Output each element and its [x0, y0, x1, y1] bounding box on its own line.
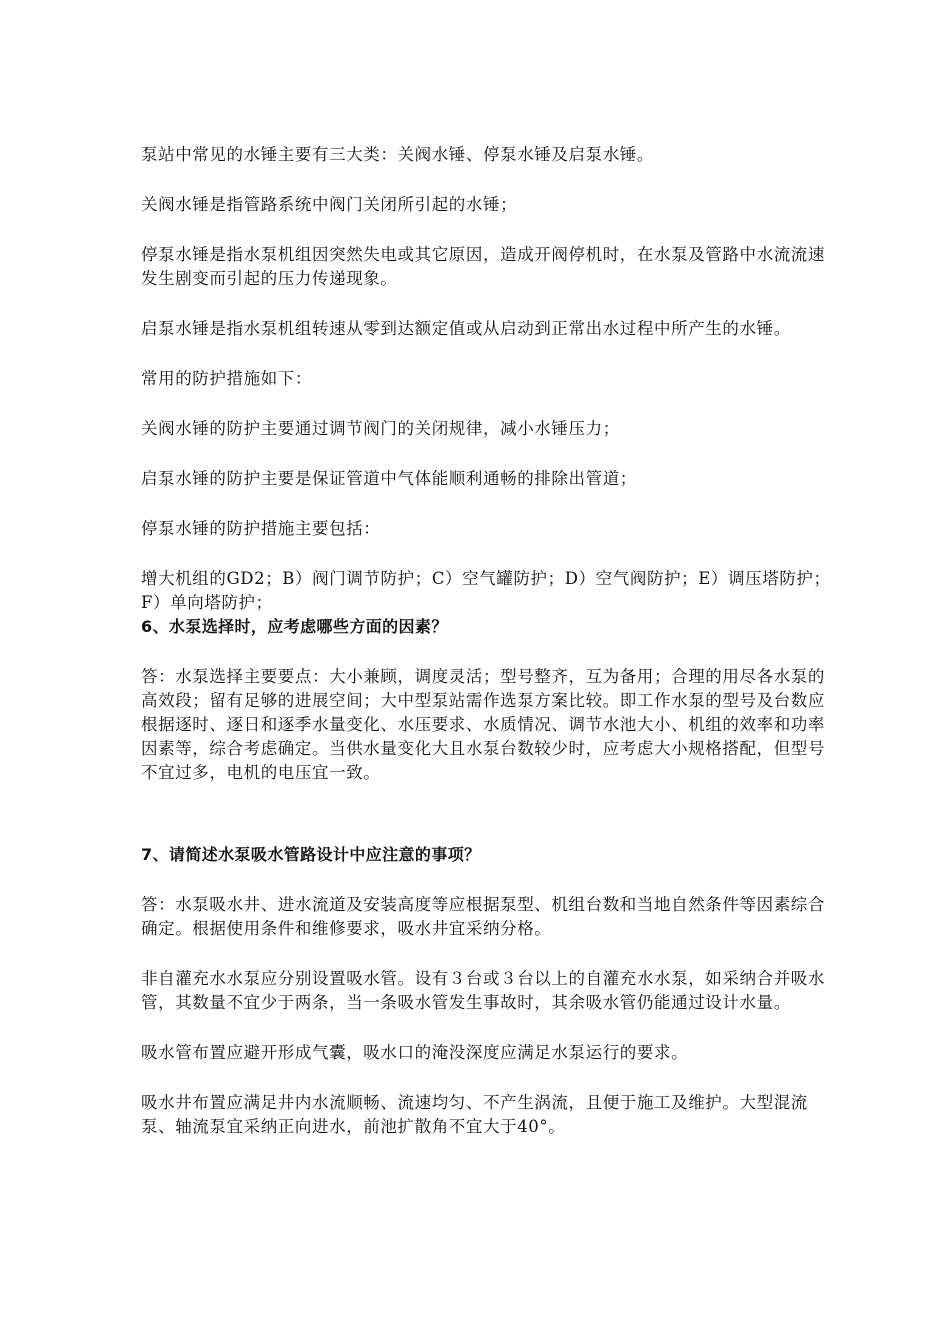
question-heading-6: 6、水泵选择时，应考虑哪些方面的因素？	[141, 617, 448, 636]
paragraph-pump-stop-hammer: 停泵水锤是指水泵机组因突然失电或其它原因，造成开阀停机时，在水泵及管路中水流流速发生剧变而引起的压力传递现象。	[141, 245, 825, 288]
answer-7-paragraph-1: 答：水泵吸水井、进水流道及安装高度等应根据泵型、机组台数和当地自然条件等因素综合确定。根据使用条件和维修要求，吸水井宜采纳分格。	[141, 895, 825, 938]
paragraph-valve-protection: 关阀水锤的防护主要通过调节阀门的关闭规律，减小水锤压力；	[141, 419, 620, 438]
answer-7-paragraph-4: 吸水井布置应满足井内水流顺畅、流速均匀、不产生涡流，且便于施工及维护。大型混流泵、轴流泵宜采纳正向进水，前池扩散角不宜大于40°。	[141, 1093, 808, 1136]
answer-7-paragraph-3: 吸水管布置应避开形成气囊，吸水口的淹没深度应满足水泵运行的要求。	[141, 1043, 689, 1062]
answer-7-paragraph-2: 非自灌充水水泵应分别设置吸水管。设有３台或３台以上的自灌充水水泵，如采纳合并吸水管，其数量不宜少于两条，当一条吸水管发生事故时，其余吸水管仍能通过设计水量。	[141, 969, 825, 1012]
document-body	[141, 143, 831, 1139]
section-spacer	[141, 785, 831, 843]
question-heading-7: 7、请简述水泵吸水管路设计中应注意的事项？	[141, 845, 481, 864]
answer-6: 答：水泵选择主要要点：大小兼顾，调度灵活；型号整齐，互为备用；合理的用尽各水泵的高效段；留有足够的进展空间；大中型泵站需作选泵方案比较。即工作水泵的型号及台数应根据逐时、逐日和逐季水量变化、水压要求、水质情况、调节水池大小、机组的效率和功率因素等，综合考虑确定。当供水量变化大且水泵台数较少时，应考虑大小规格搭配，但型号不宜过多，电机的电压宜一致。	[141, 667, 825, 782]
paragraph-pump-start-hammer: 启泵水锤是指水泵机组转速从零到达额定值或从启动到正常出水过程中所产生的水锤。	[141, 319, 791, 338]
paragraph-valve-closing-hammer: 关阀水锤是指管路系统中阀门关闭所引起的水锤；	[141, 195, 518, 214]
paragraph-protection-intro: 常用的防护措施如下：	[141, 369, 312, 388]
paragraph-stop-protection-intro: 停泵水锤的防护措施主要包括：	[141, 519, 381, 538]
paragraph-start-protection: 启泵水锤的防护主要是保证管道中气体能顺利通畅的排除出管道；	[141, 469, 637, 488]
paragraph-stop-protection-list: 增大机组的GD2；B）阀门调节防护；C）空气罐防护；D）空气阀防护；E）调压塔防护；F）单向塔防护；	[141, 569, 831, 612]
paragraph-water-hammer-types: 泵站中常见的水锤主要有三大类：关阀水锤、停泵水锤及启泵水锤。	[141, 145, 654, 164]
